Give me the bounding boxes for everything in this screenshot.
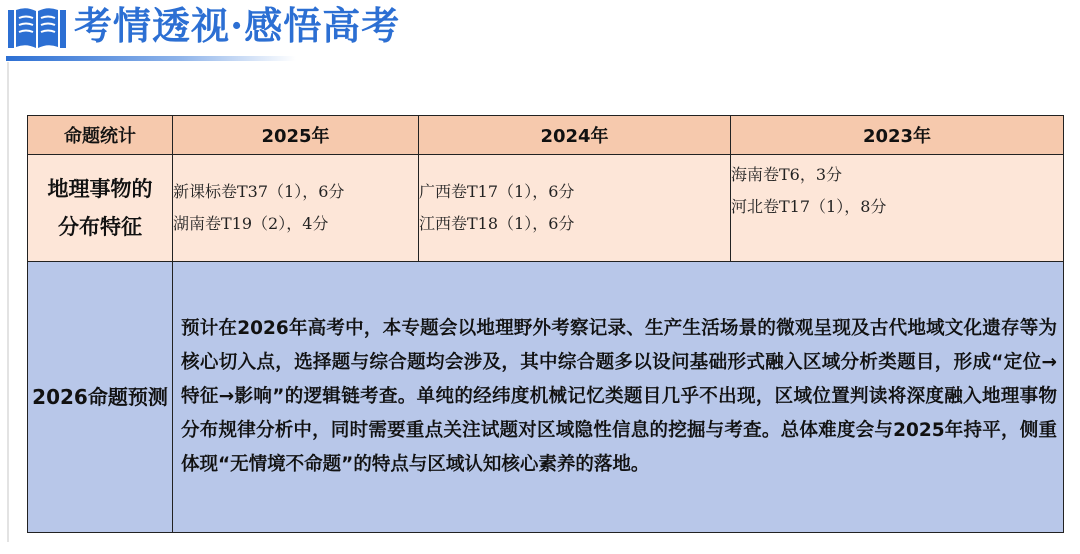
- cell-2023-entries: [731, 155, 1064, 262]
- forecast-text: 预计在2026年高考中，本专题会以地理野外考察记录、生产生活场景的微观呈现及古代地域文化遗存等为核心切入点，选择题与综合题均会涉及，其中综合题多以设问基础形式融入区域分析类题目，形成“定位→特征→影响”的逻辑链考查。单纯的经纬度机械记忆类题目几乎不出现，区域位置判读将深度融入地理事物分布规律分析中，同时需要重点关注试题对区域隐性信息的挖掘与考查。总体难度会与2025年持平，侧重体现“无情境不命题”的特点与区域认知核心素养的落地。: [173, 262, 1064, 533]
- cell-2025-entries: [173, 155, 419, 262]
- header-cell-2023: 2023年: [731, 116, 1064, 155]
- left-margin-rule: [7, 62, 9, 542]
- page-title: 考情透视·感悟高考: [74, 3, 401, 48]
- list-item: 新课标卷T37（1），6分: [173, 182, 345, 201]
- section-header: [0, 0, 480, 62]
- row-label-distribution: [28, 155, 173, 262]
- list-item: 湖南卷T19（2），4分: [173, 214, 329, 233]
- row-label-line1: 地理事物的: [47, 177, 153, 201]
- table-row-distribution: [28, 155, 1064, 262]
- row-label-line2: 分布特征: [58, 215, 142, 239]
- header-cell-2024: 2024年: [419, 116, 731, 155]
- table-header-row: [28, 116, 1064, 155]
- book-icon: [6, 4, 68, 52]
- header-cell-2025: 2025年: [173, 116, 419, 155]
- table-row-forecast: [28, 262, 1064, 533]
- title-underline: [6, 56, 296, 61]
- list-item: 海南卷T6，3分: [731, 165, 843, 184]
- cell-2024-entries: [419, 155, 731, 262]
- exam-stats-table: [27, 115, 1064, 533]
- list-item: 广西卷T17（1），6分: [419, 182, 575, 201]
- list-item: 河北卷T17（1），8分: [731, 197, 887, 216]
- row-label-forecast: 2026命题预测: [28, 262, 173, 533]
- list-item: 江西卷T18（1），6分: [419, 214, 575, 233]
- header-cell-stats: 命题统计: [28, 116, 173, 155]
